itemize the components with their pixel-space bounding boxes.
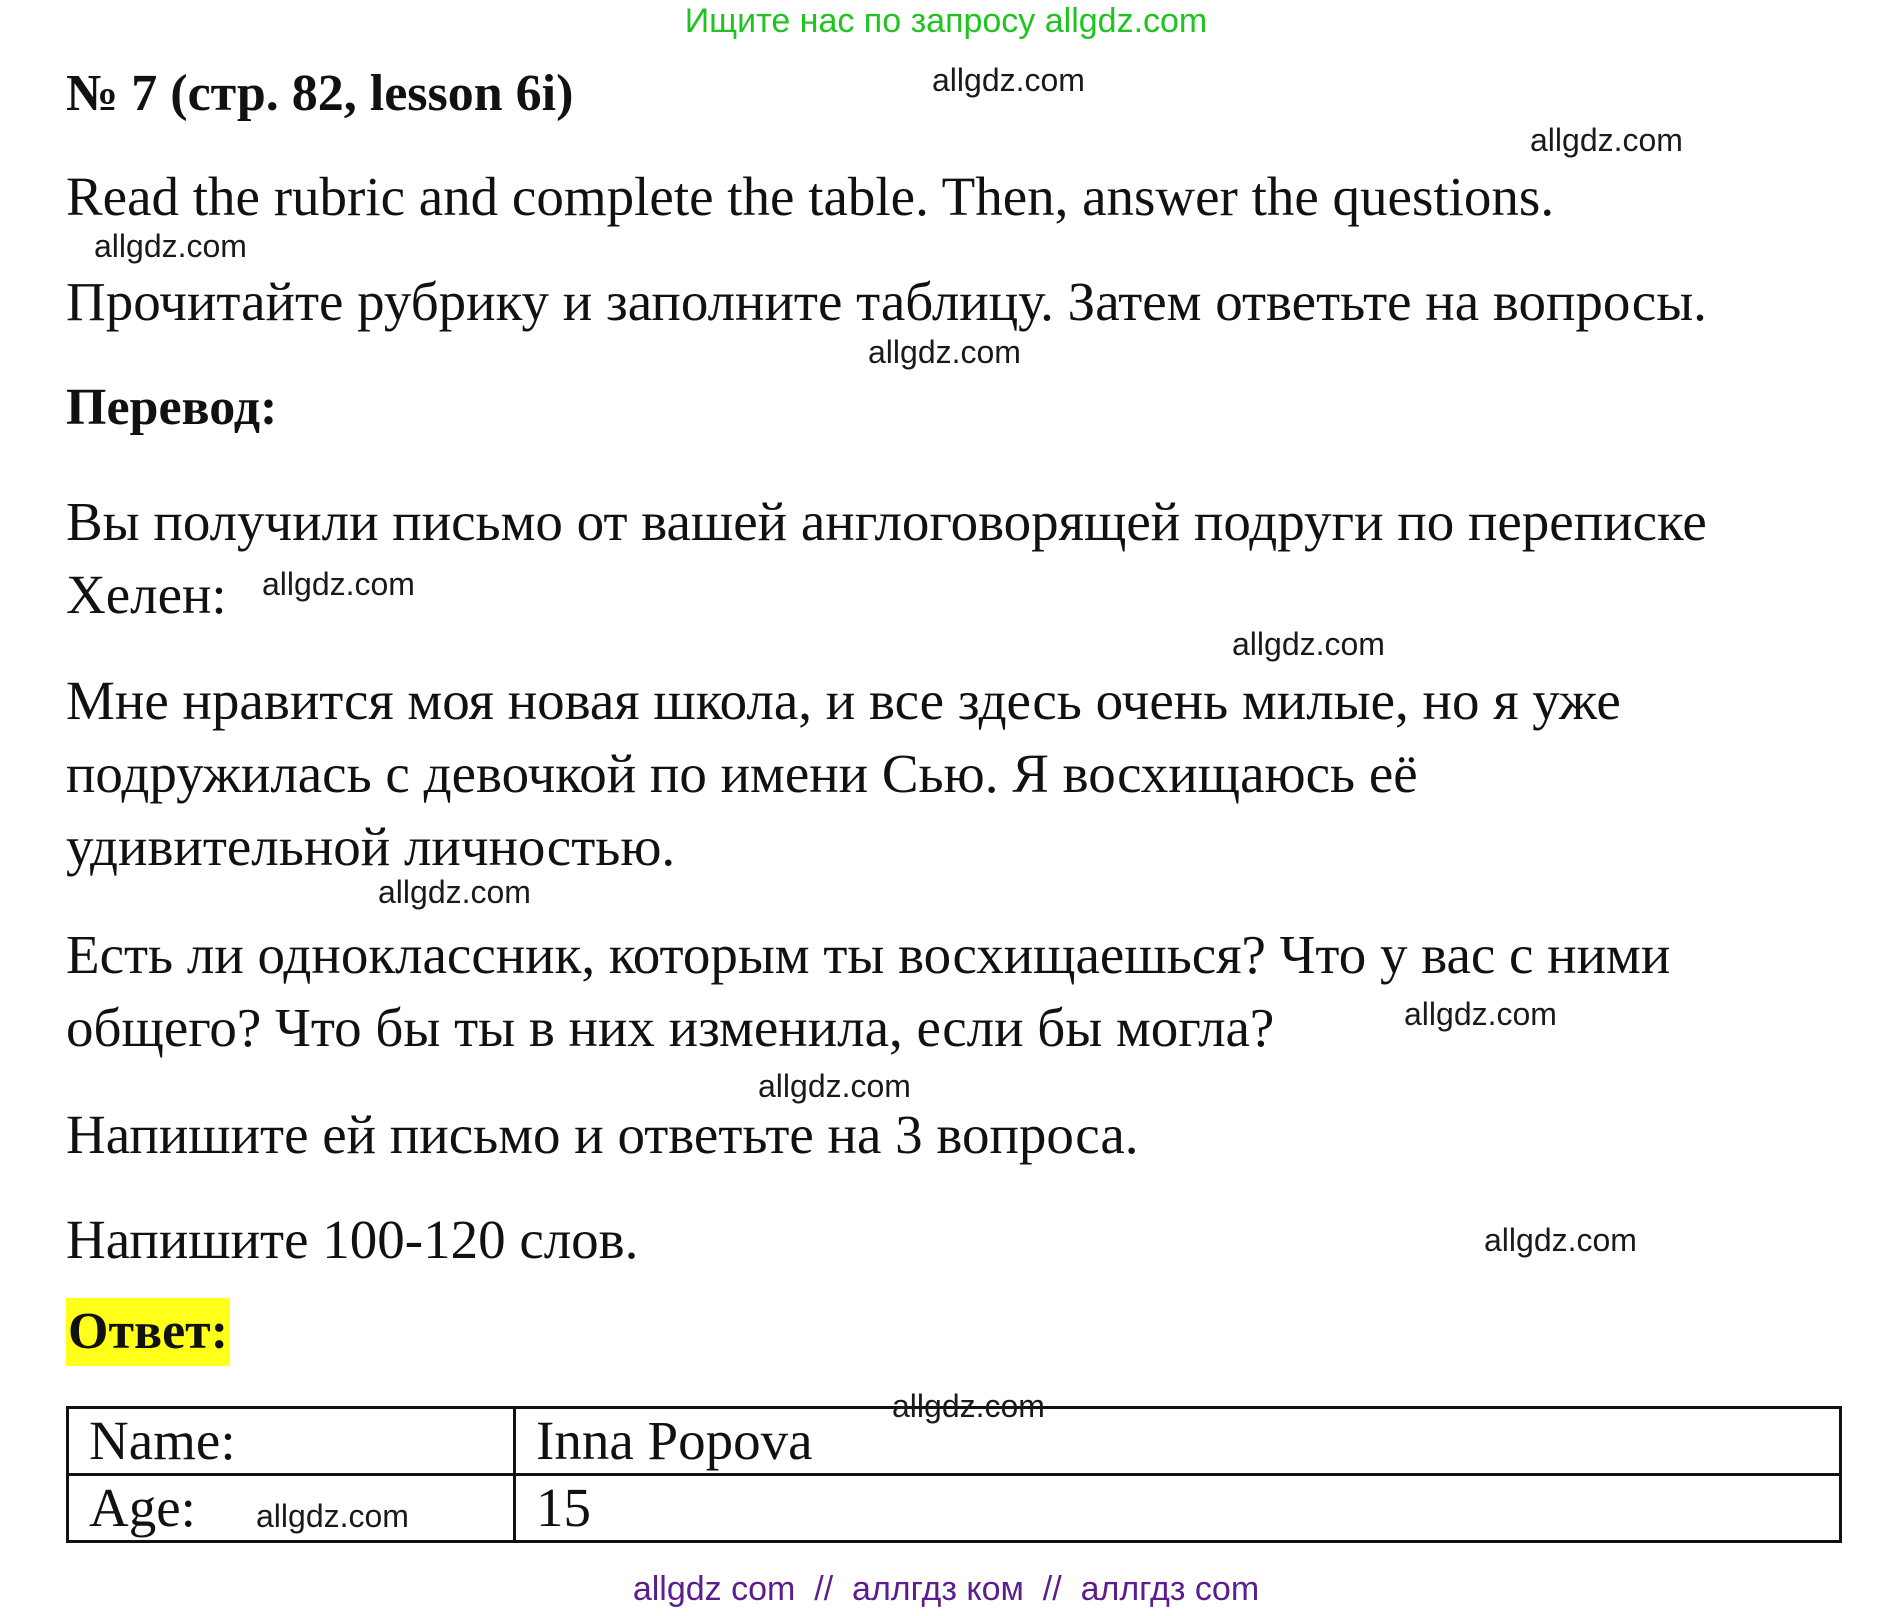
- name-label: Name:: [68, 1408, 515, 1475]
- watermark: allgdz.com: [94, 228, 247, 264]
- watermark: allgdz.com: [378, 874, 531, 910]
- translation-p1-line2: Хелен:: [66, 564, 227, 625]
- watermark: allgdz.com: [1530, 122, 1683, 158]
- translation-p3-line1: Есть ли одноклассник, которым ты восхищаешься? Что у вас с ними: [66, 924, 1671, 985]
- translation-title: Перевод:: [66, 379, 278, 436]
- translation-p2-line2: подружилась с девочкой по имени Сью. Я восхищаюсь её: [66, 743, 1418, 804]
- translation-p2-line1: Мне нравится моя новая школа, и все здесь очень милые, но я уже: [66, 670, 1621, 731]
- watermark: allgdz.com: [758, 1068, 911, 1104]
- translation-p5: Напишите 100-120 слов.: [66, 1209, 639, 1270]
- watermark: allgdz.com: [1232, 626, 1385, 662]
- translation-p3-line2: общего? Что бы ты в них изменила, если бы могла?: [66, 997, 1275, 1058]
- watermark: allgdz.com: [868, 334, 1021, 370]
- watermark: allgdz.com: [262, 566, 415, 602]
- watermark: allgdz.com: [932, 62, 1085, 98]
- translation-p2-line3: удивительной личностью.: [66, 816, 676, 877]
- watermark: allgdz.com: [892, 1388, 1045, 1424]
- watermark: allgdz.com: [256, 1498, 409, 1534]
- age-value: 15: [515, 1475, 1841, 1542]
- top-banner: Ищите нас по запросу allgdz.com: [684, 2, 1208, 40]
- watermark: allgdz.com: [1404, 996, 1557, 1032]
- translation-p1-line1: Вы получили письмо от вашей англоговорящей подруги по переписке: [66, 491, 1707, 552]
- translation-p4: Напишите ей письмо и ответьте на 3 вопроса.: [66, 1104, 1139, 1165]
- watermark: allgdz.com: [1484, 1222, 1637, 1258]
- exercise-heading: № 7 (стр. 82, lesson 6i): [66, 65, 574, 122]
- instruction-russian: Прочитайте рубрику и заполните таблицу. Затем ответьте на вопросы.: [66, 271, 1707, 332]
- name-value: Inna Popova: [515, 1408, 1841, 1475]
- answer-title: Ответ:: [66, 1298, 230, 1366]
- age-label: Age:: [68, 1475, 515, 1542]
- instruction-english: Read the rubric and complete the table. Then, answer the questions.: [66, 166, 1555, 227]
- footer: allgdz com // аллгдз ком // аллгдз com: [632, 1570, 1260, 1608]
